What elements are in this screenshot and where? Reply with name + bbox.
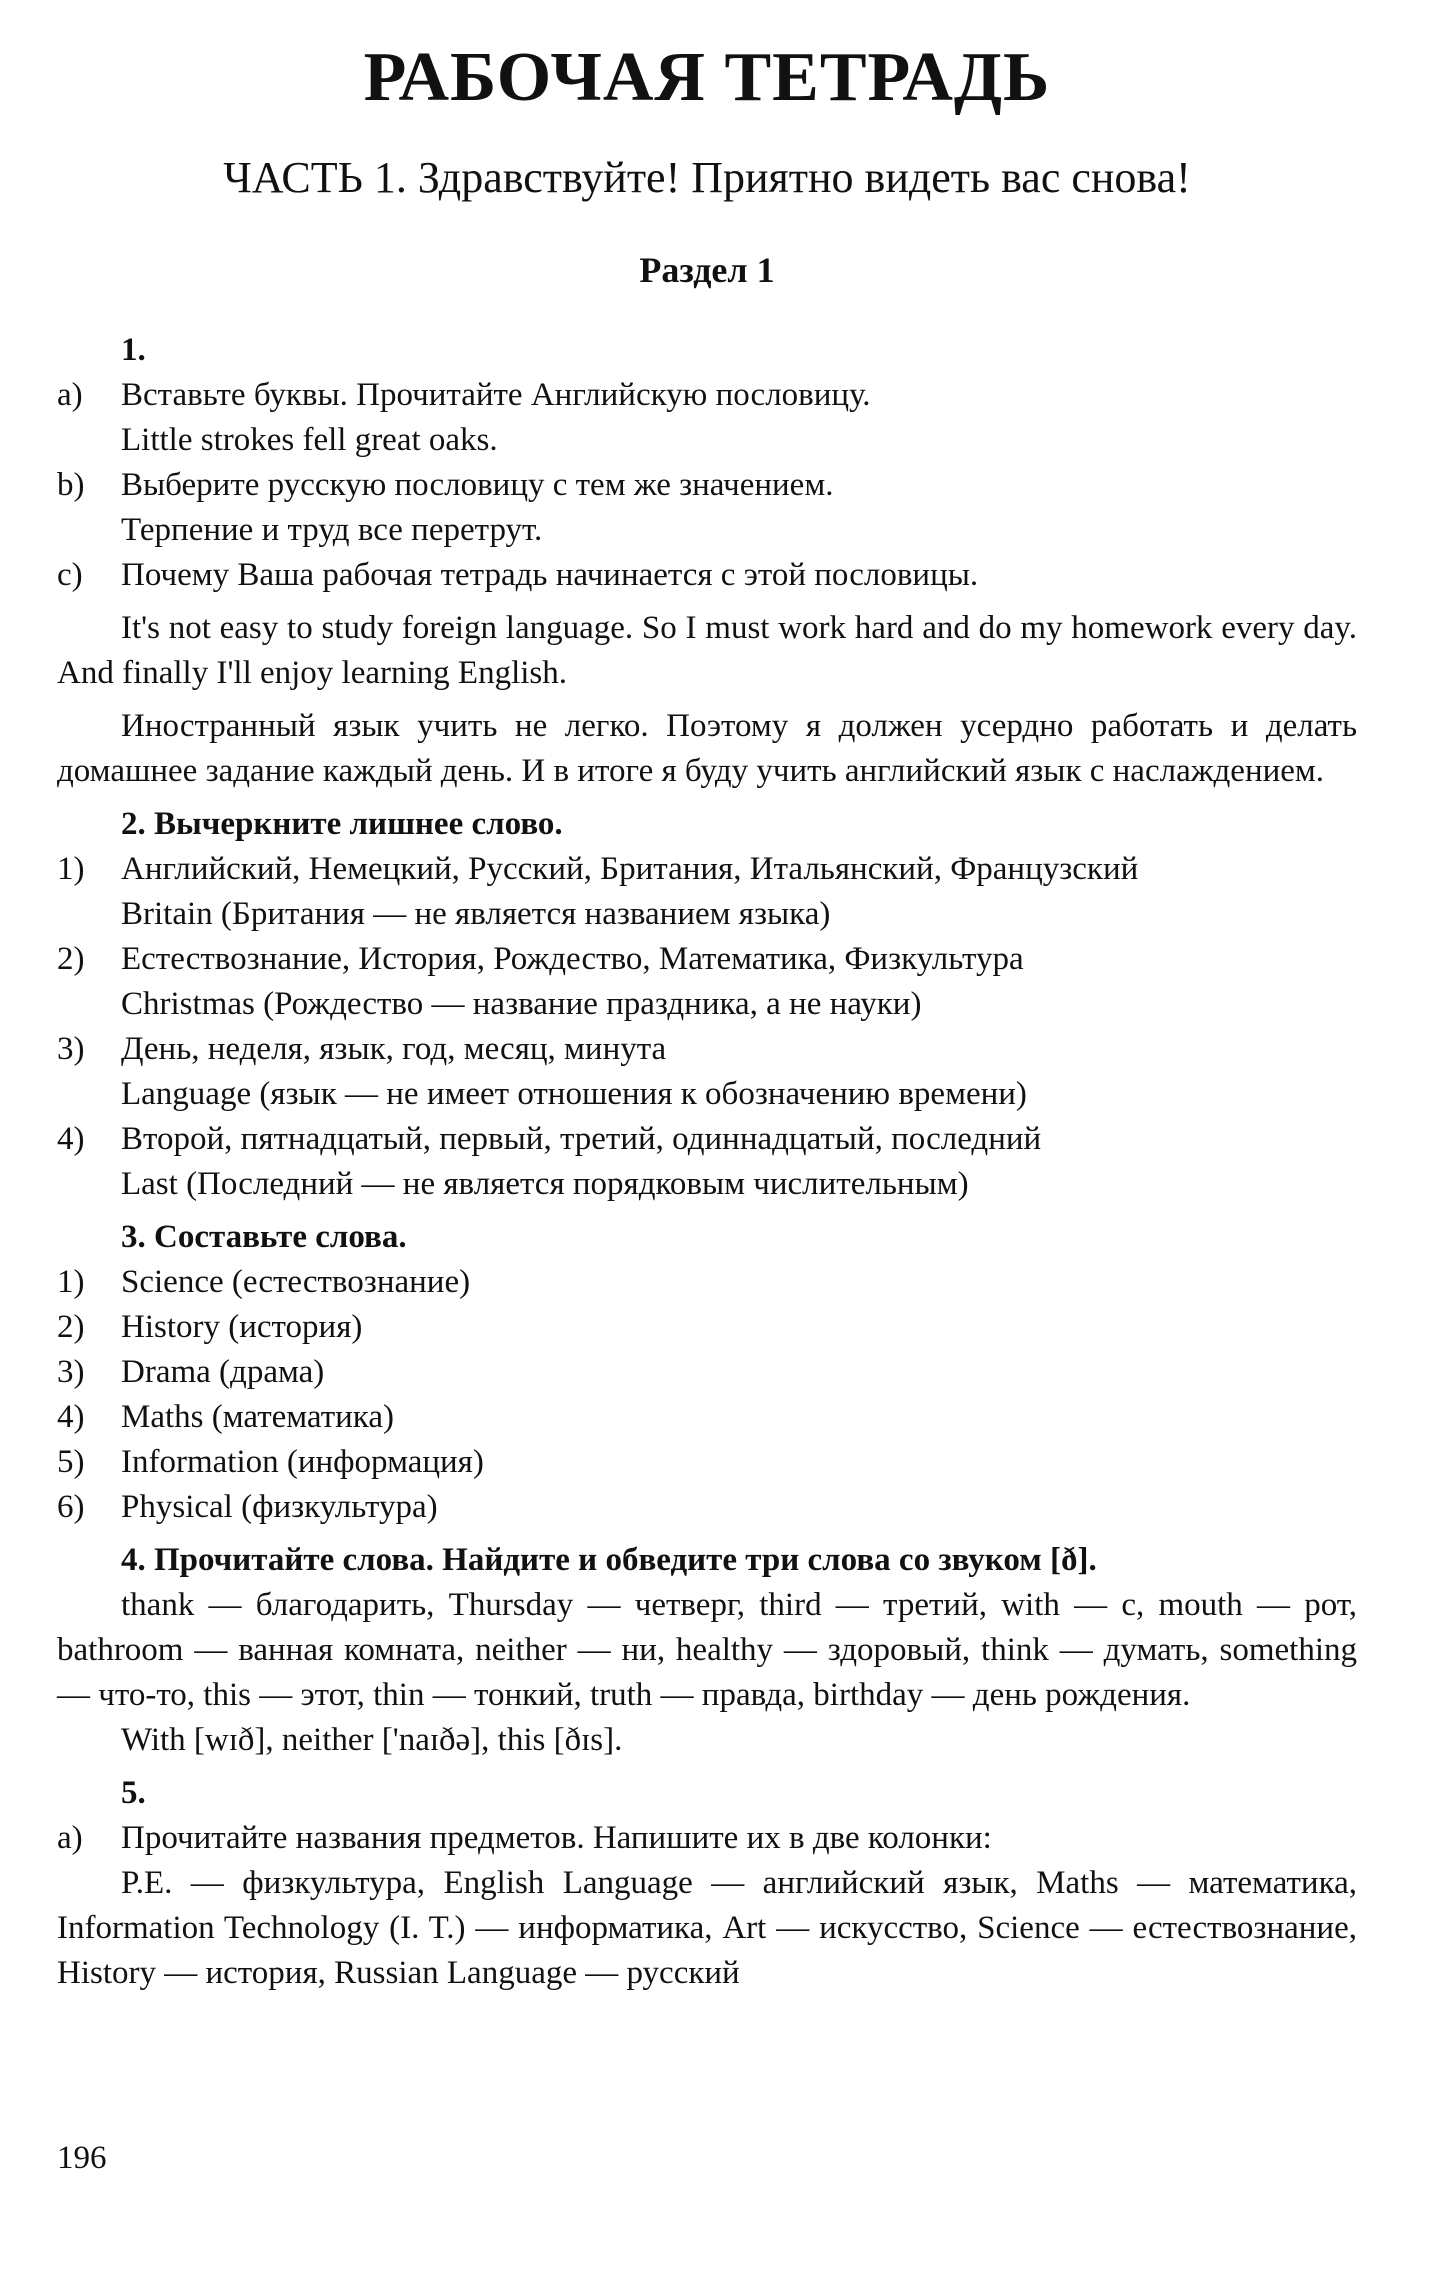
item-line: Science (естествознание) (121, 1264, 471, 1300)
page-number: 196 (57, 2140, 107, 2176)
exercise-3-heading: 3. Составьте слова. (121, 1219, 407, 1255)
item-text (121, 1260, 1357, 1305)
exercise-1-russian-answer: Иностранный язык учить не легко. Поэтому я должен усердно работать и делать домашнее задание каждый день. И в итоге я буду учить английский язык с наслаждением. (57, 708, 1357, 789)
item-line: Почему Ваша рабочая тетрадь начинается с этой пословицы. (121, 557, 979, 593)
list-item (57, 553, 1357, 598)
item-line: Drama (драма) (121, 1354, 325, 1390)
item-marker: b) (57, 467, 85, 503)
list-item (57, 1440, 1357, 1485)
exercise-3-items (57, 1260, 1357, 1530)
list-item (57, 1260, 1357, 1305)
item-text (121, 1350, 1357, 1395)
item-line: Little strokes fell great oaks. (121, 422, 498, 458)
part-heading: ЧАСТЬ 1. Здравствуйте! Приятно видеть вас снова! (223, 153, 1191, 202)
item-marker: 4) (57, 1121, 85, 1157)
list-item (57, 1027, 1357, 1117)
item-text: Прочитайте названия предметов. Напишите их в две колонки: (121, 1820, 992, 1856)
item-marker: 4) (57, 1399, 85, 1435)
item-line: History (история) (121, 1309, 363, 1345)
exercise-5-subjects: P.E. — физкультура, English Language — английский язык, Maths — математика, Information Technology (I. T.) — информатика, Art — искусство, Science — естествознание, History — история, Russian Language — русский (57, 1865, 1357, 1991)
item-text (121, 847, 1357, 937)
item-line: Information (информация) (121, 1444, 484, 1480)
item-line: Терпение и труд все перетрут. (121, 512, 543, 548)
item-line: Maths (математика) (121, 1399, 394, 1435)
exercise-5-number: 5. (121, 1775, 146, 1811)
item-text (121, 937, 1357, 1027)
exercise-2-heading: 2. Вычеркните лишнее слово. (121, 806, 563, 842)
page-title: РАБОЧАЯ ТЕТРАДЬ (363, 39, 1051, 116)
item-marker: 3) (57, 1031, 85, 1067)
item-text (121, 1395, 1357, 1440)
item-line: Britain (Британия — не является названием языка) (121, 896, 831, 932)
exercise-1-number: 1. (121, 332, 146, 368)
item-text (121, 373, 1357, 463)
exercise-1-items (57, 373, 1357, 598)
item-line: Английский, Немецкий, Русский, Британия, Итальянский, Французский (121, 851, 1139, 887)
item-marker: 1) (57, 851, 85, 887)
item-line: Второй, пятнадцатый, первый, третий, одиннадцатый, последний (121, 1121, 1042, 1157)
list-item (57, 937, 1357, 1027)
list-item (57, 1305, 1357, 1350)
item-text (121, 1305, 1357, 1350)
item-marker: a) (57, 377, 83, 413)
item-text (121, 1440, 1357, 1485)
item-line: Christmas (Рождество — название праздника, а не науки) (121, 986, 922, 1022)
list-item (57, 1816, 1357, 1861)
item-marker: 3) (57, 1354, 85, 1390)
exercise-2-items (57, 847, 1357, 1207)
exercise-1-english-answer: It's not easy to study foreign language. So I must work hard and do my homework every day. And finally I'll enjoy learning English. (57, 610, 1357, 691)
list-item (57, 847, 1357, 937)
item-text (121, 1485, 1357, 1530)
item-text (121, 1117, 1357, 1207)
item-text (121, 463, 1357, 553)
section-heading: Раздел 1 (639, 250, 775, 290)
list-item (57, 1350, 1357, 1395)
list-item (57, 373, 1357, 463)
item-marker: 5) (57, 1444, 85, 1480)
item-line: Last (Последний — не является порядковым числительным) (121, 1166, 969, 1202)
item-marker: 2) (57, 1309, 85, 1345)
exercise-4-words: thank — благодарить, Thursday — четверг, third — третий, with — с, mouth — рот, bathroom — ванная комната, neither — ни, healthy — здоровый, think — думать, something — что-то, this — этот, thin — тонкий, truth — правда, birthday — день рождения. (57, 1587, 1357, 1713)
list-item (57, 1485, 1357, 1530)
item-line: Physical (физкультура) (121, 1489, 438, 1525)
list-item (57, 1117, 1357, 1207)
document-body (57, 320, 1357, 1996)
item-text (121, 1027, 1357, 1117)
item-line: Language (язык — не имеет отношения к обозначению времени) (121, 1076, 1027, 1112)
item-marker: 1) (57, 1264, 85, 1300)
item-marker: a) (57, 1820, 83, 1856)
list-item (57, 463, 1357, 553)
item-line: Вставьте буквы. Прочитайте Английскую пословицу. (121, 377, 871, 413)
exercise-4-answer: With [wɪð], neither ['naɪðə], this [ðɪs]. (121, 1722, 623, 1758)
item-marker: 2) (57, 941, 85, 977)
exercise-4-heading: 4. Прочитайте слова. Найдите и обведите три слова со звуком [ð]. (121, 1542, 1097, 1578)
item-text (121, 553, 1357, 598)
item-line: Выберите русскую пословицу с тем же значением. (121, 467, 834, 503)
item-line: День, неделя, язык, год, месяц, минута (121, 1031, 667, 1067)
item-marker: c) (57, 557, 83, 593)
item-marker: 6) (57, 1489, 85, 1525)
list-item (57, 1395, 1357, 1440)
item-line: Естествознание, История, Рождество, Математика, Физкультура (121, 941, 1024, 977)
